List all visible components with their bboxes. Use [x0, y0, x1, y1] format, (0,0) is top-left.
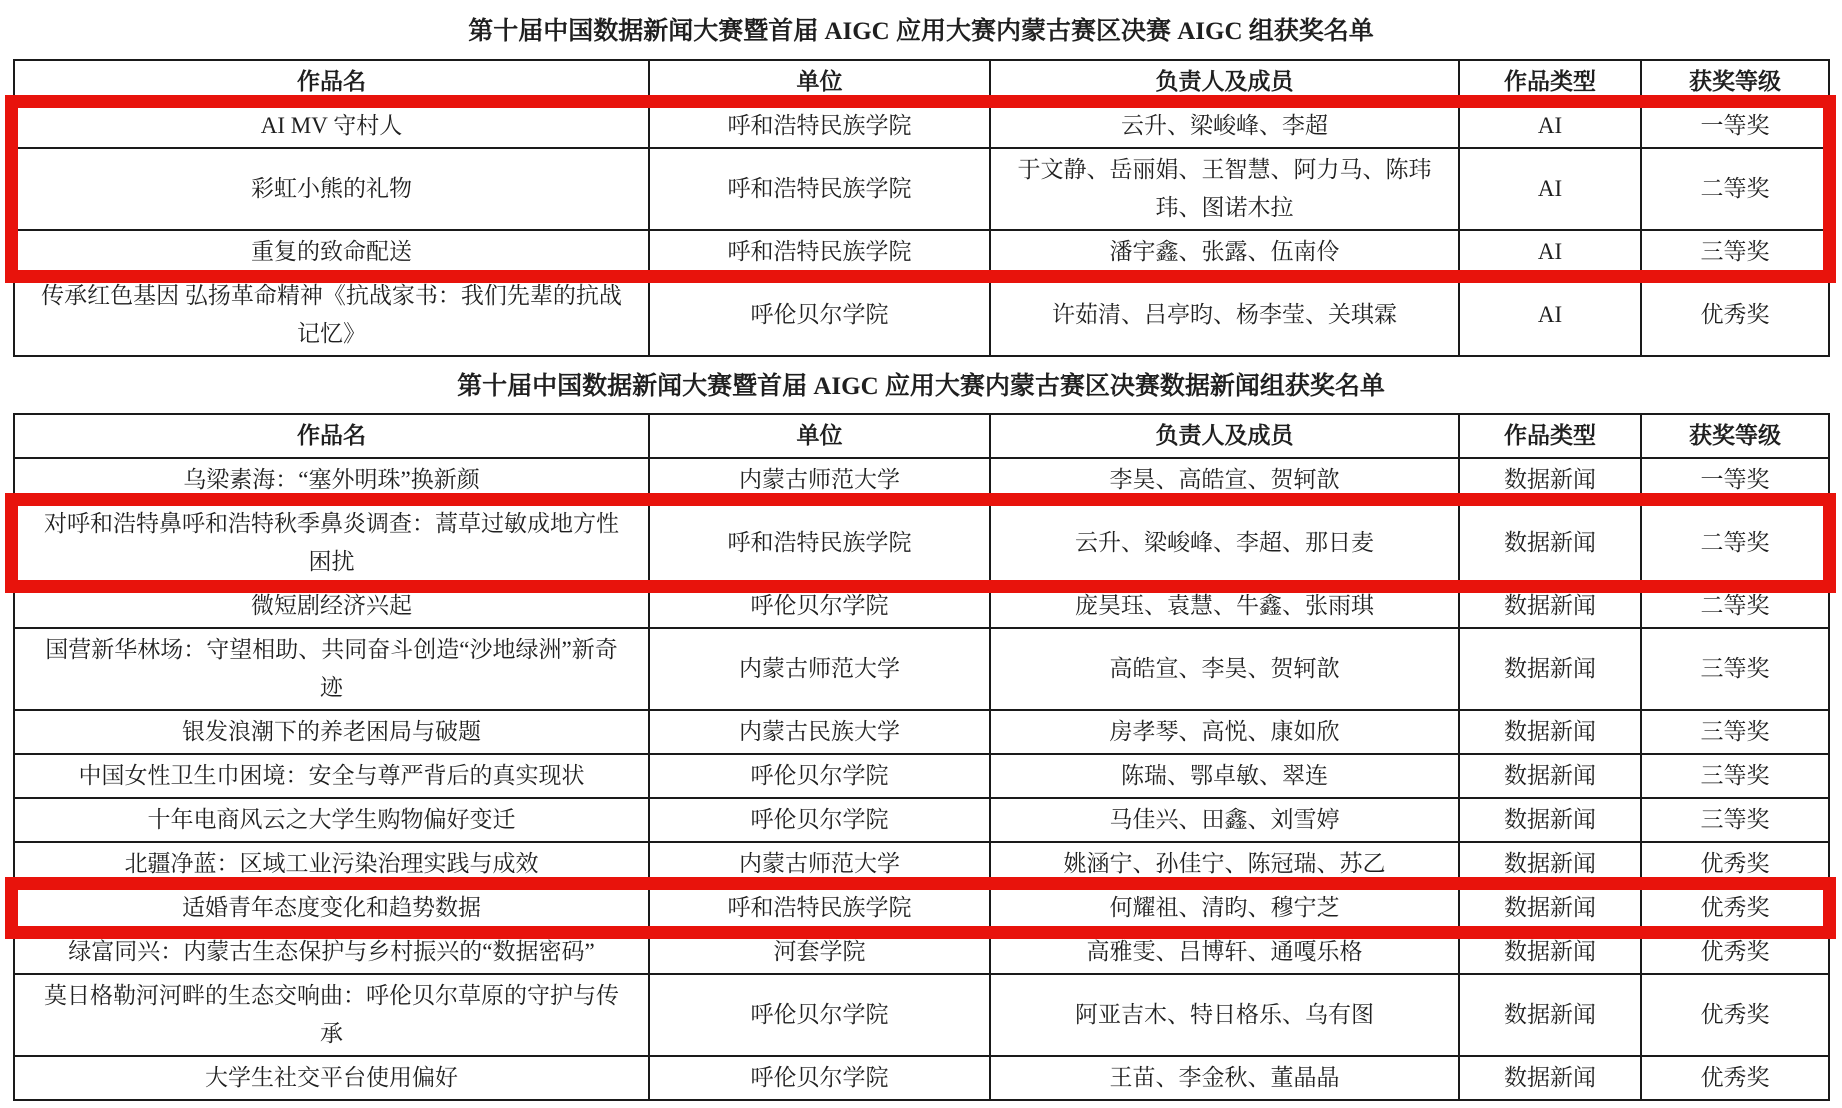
cell-award: 优秀奖 [1641, 886, 1829, 930]
cell-work: 莫日格勒河河畔的生态交响曲：呼伦贝尔草原的守护与传承 [14, 974, 649, 1056]
cell-unit: 呼和浩特民族学院 [649, 502, 990, 584]
cell-unit: 呼伦贝尔学院 [649, 274, 990, 356]
cell-type: AI [1459, 104, 1641, 148]
cell-type: 数据新闻 [1459, 930, 1641, 974]
cell-members: 王苗、李金秋、董晶晶 [990, 1056, 1459, 1100]
datanews-table-body [14, 458, 1829, 1100]
cell-work: 大学生社交平台使用偏好 [14, 1056, 649, 1100]
cell-award: 二等奖 [1641, 584, 1829, 628]
cell-members: 云升、梁峻峰、李超、那日麦 [990, 502, 1459, 584]
table-row [14, 798, 1829, 842]
cell-award: 三等奖 [1641, 710, 1829, 754]
cell-type: 数据新闻 [1459, 710, 1641, 754]
cell-members: 马佳兴、田鑫、刘雪婷 [990, 798, 1459, 842]
column-header: 负责人及成员 [990, 414, 1459, 458]
cell-award: 优秀奖 [1641, 274, 1829, 356]
cell-type: 数据新闻 [1459, 502, 1641, 584]
column-header: 作品名 [14, 60, 649, 104]
cell-members: 何耀祖、清昀、穆宁芝 [990, 886, 1459, 930]
cell-members: 云升、梁峻峰、李超 [990, 104, 1459, 148]
cell-type: 数据新闻 [1459, 458, 1641, 502]
cell-type: 数据新闻 [1459, 584, 1641, 628]
cell-members: 高雅雯、吕博轩、通嘎乐格 [990, 930, 1459, 974]
cell-work: 银发浪潮下的养老困局与破题 [14, 710, 649, 754]
table-row [14, 104, 1829, 148]
cell-work: 乌梁素海：“塞外明珠”换新颜 [14, 458, 649, 502]
table-row [14, 274, 1829, 356]
cell-type: 数据新闻 [1459, 798, 1641, 842]
cell-type: 数据新闻 [1459, 628, 1641, 710]
column-header: 获奖等级 [1641, 414, 1829, 458]
cell-work: 微短剧经济兴起 [14, 584, 649, 628]
table-row [14, 1056, 1829, 1100]
cell-type: AI [1459, 230, 1641, 274]
datanews-awards-table [13, 413, 1830, 1101]
table-row [14, 628, 1829, 710]
cell-work: 国营新华林场：守望相助、共同奋斗创造“沙地绿洲”新奇迹 [14, 628, 649, 710]
cell-type: 数据新闻 [1459, 1056, 1641, 1100]
cell-work: 传承红色基因 弘扬革命精神《抗战家书：我们先辈的抗战记忆》 [14, 274, 649, 356]
aigc-table-title: 第十届中国数据新闻大赛暨首届 AIGC 应用大赛内蒙古赛区决赛 AIGC 组获奖名单 [468, 18, 1374, 45]
table-row [14, 974, 1829, 1056]
cell-award: 优秀奖 [1641, 842, 1829, 886]
cell-type: 数据新闻 [1459, 886, 1641, 930]
cell-work: 中国女性卫生巾困境：安全与尊严背后的真实现状 [14, 754, 649, 798]
cell-award: 二等奖 [1641, 502, 1829, 584]
cell-unit: 内蒙古师范大学 [649, 458, 990, 502]
table-row [14, 710, 1829, 754]
column-header: 作品名 [14, 414, 649, 458]
cell-members: 庞昊珏、袁慧、牛鑫、张雨琪 [990, 584, 1459, 628]
cell-unit: 呼和浩特民族学院 [649, 230, 990, 274]
cell-members: 阿亚吉木、特日格乐、乌有图 [990, 974, 1459, 1056]
cell-unit: 内蒙古民族大学 [649, 710, 990, 754]
column-header: 作品类型 [1459, 414, 1641, 458]
cell-work: 北疆净蓝：区域工业污染治理实践与成效 [14, 842, 649, 886]
cell-unit: 内蒙古师范大学 [649, 842, 990, 886]
aigc-awards-table [13, 59, 1830, 357]
table-row [14, 842, 1829, 886]
aigc-awards-section [13, 16, 1829, 357]
datanews-awards-section [13, 371, 1829, 1102]
cell-members: 姚涵宁、孙佳宁、陈冠瑞、苏乙 [990, 842, 1459, 886]
cell-unit: 呼伦贝尔学院 [649, 798, 990, 842]
cell-award: 三等奖 [1641, 628, 1829, 710]
cell-type: AI [1459, 148, 1641, 230]
table-row [14, 754, 1829, 798]
cell-unit: 河套学院 [649, 930, 990, 974]
table-row [14, 148, 1829, 230]
cell-work: 十年电商风云之大学生购物偏好变迁 [14, 798, 649, 842]
cell-award: 三等奖 [1641, 798, 1829, 842]
cell-unit: 呼和浩特民族学院 [649, 886, 990, 930]
cell-work: 彩虹小熊的礼物 [14, 148, 649, 230]
cell-award: 三等奖 [1641, 754, 1829, 798]
cell-work: AI MV 守村人 [14, 104, 649, 148]
table-row [14, 584, 1829, 628]
cell-type: 数据新闻 [1459, 842, 1641, 886]
cell-work: 重复的致命配送 [14, 230, 649, 274]
cell-type: 数据新闻 [1459, 974, 1641, 1056]
cell-unit: 呼伦贝尔学院 [649, 974, 990, 1056]
cell-unit: 呼伦贝尔学院 [649, 584, 990, 628]
cell-members: 潘宇鑫、张露、伍南伶 [990, 230, 1459, 274]
cell-unit: 内蒙古师范大学 [649, 628, 990, 710]
cell-members: 许茹清、吕亭昀、杨李莹、关琪霖 [990, 274, 1459, 356]
cell-members: 陈瑞、鄂卓敏、翠连 [990, 754, 1459, 798]
column-header: 单位 [649, 414, 990, 458]
cell-work: 绿富同兴：内蒙古生态保护与乡村振兴的“数据密码” [14, 930, 649, 974]
cell-work: 对呼和浩特鼻呼和浩特秋季鼻炎调查：蒿草过敏成地方性困扰 [14, 502, 649, 584]
column-header: 作品类型 [1459, 60, 1641, 104]
table-row [14, 502, 1829, 584]
cell-members: 房孝琴、高悦、康如欣 [990, 710, 1459, 754]
table-row [14, 930, 1829, 974]
aigc-header-row [14, 60, 1829, 104]
table-row [14, 230, 1829, 274]
cell-award: 优秀奖 [1641, 1056, 1829, 1100]
column-header: 负责人及成员 [990, 60, 1459, 104]
cell-award: 优秀奖 [1641, 930, 1829, 974]
cell-type: AI [1459, 274, 1641, 356]
cell-award: 三等奖 [1641, 230, 1829, 274]
column-header: 获奖等级 [1641, 60, 1829, 104]
cell-members: 李昊、高皓宣、贺轲歆 [990, 458, 1459, 502]
cell-award: 一等奖 [1641, 104, 1829, 148]
cell-members: 高皓宣、李昊、贺轲歆 [990, 628, 1459, 710]
cell-unit: 呼伦贝尔学院 [649, 1056, 990, 1100]
cell-unit: 呼和浩特民族学院 [649, 148, 990, 230]
column-header: 单位 [649, 60, 990, 104]
table-row [14, 886, 1829, 930]
cell-award: 二等奖 [1641, 148, 1829, 230]
table-row [14, 458, 1829, 502]
cell-unit: 呼伦贝尔学院 [649, 754, 990, 798]
cell-type: 数据新闻 [1459, 754, 1641, 798]
datanews-header-row [14, 414, 1829, 458]
cell-work: 适婚青年态度变化和趋势数据 [14, 886, 649, 930]
cell-award: 优秀奖 [1641, 974, 1829, 1056]
datanews-table-title: 第十届中国数据新闻大赛暨首届 AIGC 应用大赛内蒙古赛区决赛数据新闻组获奖名单 [457, 372, 1385, 400]
aigc-table-body [14, 104, 1829, 356]
cell-award: 一等奖 [1641, 458, 1829, 502]
cell-members: 于文静、岳丽娟、王智慧、阿力马、陈玮玮、图诺木拉 [990, 148, 1459, 230]
cell-unit: 呼和浩特民族学院 [649, 104, 990, 148]
